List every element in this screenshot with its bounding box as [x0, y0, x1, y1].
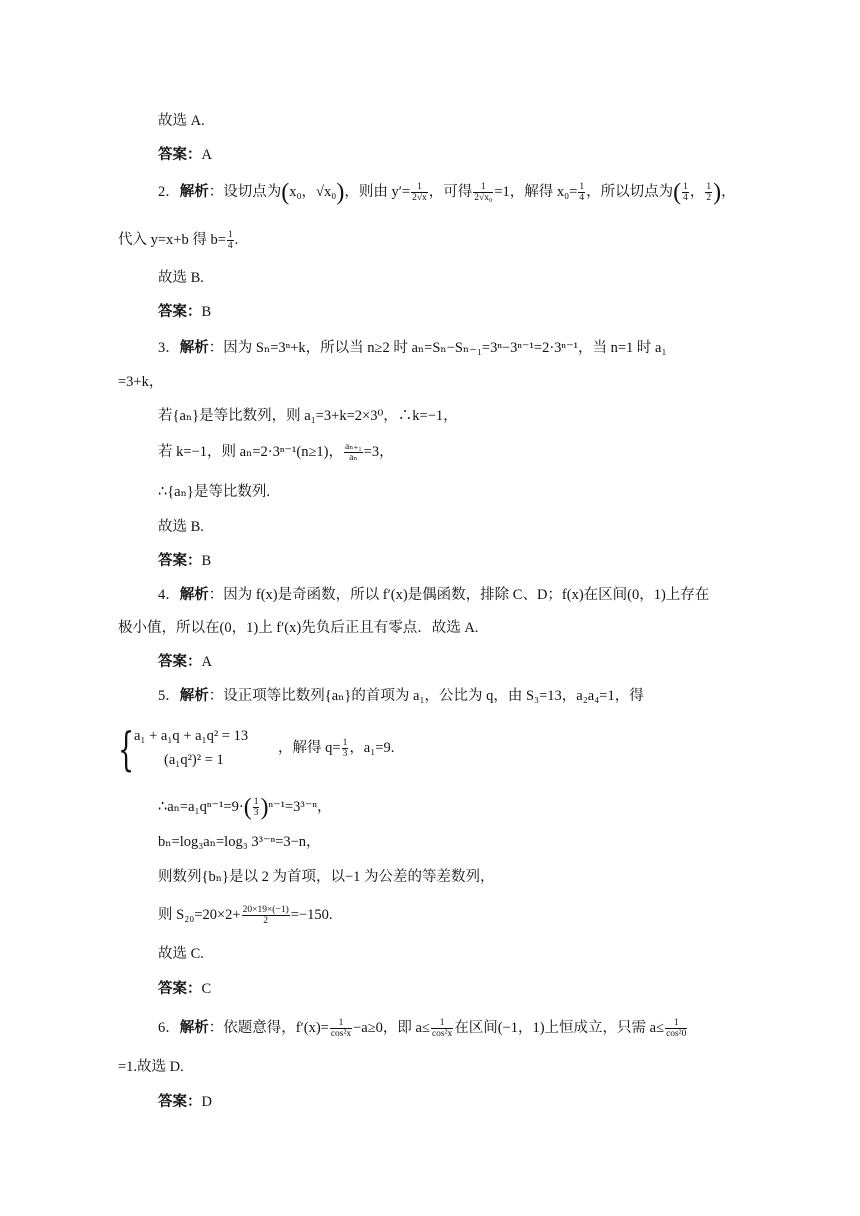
text-span: ，则由 y′=	[344, 184, 411, 200]
solution-label: 解析	[179, 184, 209, 200]
solution-3	[158, 338, 667, 358]
answer-line	[158, 551, 211, 571]
text-line	[158, 406, 458, 426]
text-span: 则数列{bₙ}是以 2 为首项，以−1 为公差的等差数列，	[158, 869, 495, 885]
equation-2: (a₁q²)² = 1	[164, 752, 224, 768]
numerator: 1	[706, 182, 712, 193]
answer-value: B	[201, 304, 212, 320]
denominator: 3	[342, 749, 348, 760]
text-span: 极小值，所以在(0，1)上 f′(x)先负后正且有零点．故选 A.	[118, 620, 479, 636]
paren: )	[260, 794, 269, 821]
answer-label: 答案：	[158, 1094, 202, 1110]
answer-label: 答案：	[158, 981, 202, 997]
denominator: 4	[227, 241, 233, 252]
numerator: 1	[411, 182, 428, 193]
fraction	[227, 230, 234, 251]
numerator: 1	[431, 1018, 453, 1029]
text-span: ∴{aₙ}是等比数列.	[158, 484, 270, 500]
fraction	[665, 1018, 687, 1039]
text-span: =1，解得 x₀=	[494, 184, 578, 200]
text-span: 若 k=−1，则 aₙ=2·3ⁿ⁻¹(n≥1)，	[158, 444, 344, 460]
answer-label: 答案：	[158, 654, 202, 670]
answer-line	[158, 652, 212, 672]
fraction	[705, 182, 712, 203]
solution-6	[158, 1018, 688, 1039]
text-span: ，	[721, 184, 736, 200]
denominator: aₙ	[349, 453, 358, 464]
text-span: bₙ=log₃aₙ=log₃ 3³⁻ⁿ=3−n，	[158, 834, 321, 850]
numerator: 1	[227, 230, 233, 241]
text-line	[118, 618, 478, 638]
equation-1: a₁ + a₁q + a₁q² = 13	[134, 728, 249, 744]
denominator: cos²x	[330, 1029, 352, 1040]
item-number: 3．	[158, 340, 180, 356]
solution-label: 解析	[179, 1020, 209, 1036]
text-span: .	[234, 232, 239, 248]
paren: (	[673, 179, 682, 206]
solution-5	[158, 686, 644, 706]
answer-value: A	[201, 147, 212, 163]
paren: )	[713, 179, 722, 206]
text-line	[158, 867, 495, 887]
conclusion-text: 故选 C.	[158, 946, 204, 962]
text-span: ：依题意得，f′(x)=	[208, 1020, 329, 1036]
paren: )	[336, 179, 345, 206]
fraction	[682, 182, 689, 203]
answer-label: 答案：	[158, 553, 202, 569]
text-line	[118, 1057, 184, 1077]
fraction	[431, 1018, 453, 1039]
text-span: ⁿ⁻¹=3³⁻ⁿ，	[268, 799, 332, 815]
text-span: ，可得	[428, 184, 473, 200]
denominator: 3	[253, 808, 259, 819]
text-span: 在区间(−1，1)上恒成立，只需 a≤	[454, 1020, 665, 1036]
text-line	[158, 832, 321, 852]
answer-value: A	[201, 654, 212, 670]
numerator: 1	[342, 738, 348, 749]
text-line	[118, 372, 163, 392]
item-number: 5．	[158, 688, 180, 704]
text-line	[158, 268, 204, 288]
text-span: ∴aₙ=a₁qⁿ⁻¹=9·	[158, 799, 244, 815]
text-span: 若{aₙ}是等比数列，则 a₁=3+k=2×3⁰，∴k=−1，	[158, 408, 458, 424]
conclusion-text: 故选 B.	[158, 519, 204, 535]
text-span: 则 S₂₀=20×2+	[158, 907, 241, 923]
text-span: 代入 y=x+b 得 b=	[118, 232, 226, 248]
denominator: 2√x₀	[474, 193, 493, 204]
solution-2: 2．解析：设切点为(x₀，√x₀)，则由 y′= $\frac{1}{2√x}$ ，可得 $\frac{1}{\text{2√x₀}}$ =1，解得 x₀= $\frac{1}{4}$ ，所以切点为( $\frac{1}{4}$ ， $\frac{1}{2}$ )，	[158, 179, 736, 206]
paren: (	[243, 794, 252, 821]
text-span: =3，	[363, 444, 394, 460]
text-span: ：设正项等比数列{aₙ}的首项为 a₁，公比为 q，由 S₃=13，a₂a₄=1，得	[208, 688, 644, 704]
text-span: ：因为 f(x)是奇函数，所以 f′(x)是偶函数，排除 C、D；f(x)在区间(0，1)上存在	[208, 587, 710, 603]
conclusion-text: 故选 A.	[158, 113, 205, 129]
answer-line	[158, 979, 211, 999]
fraction	[253, 797, 260, 818]
text-span: =1.故选 D.	[118, 1059, 184, 1075]
text-span: x₀，√x₀	[289, 184, 337, 200]
denominator: 2	[263, 916, 269, 927]
text-line	[158, 905, 332, 926]
numerator: 1	[253, 797, 259, 808]
text-line	[158, 794, 332, 821]
fraction	[473, 182, 493, 203]
text-line	[158, 482, 270, 502]
text-span: ：设切点为	[208, 184, 282, 200]
item-number: 6．	[158, 1020, 180, 1036]
denominator: cos²x	[431, 1029, 453, 1040]
fraction	[411, 182, 428, 203]
answer-label: 答案：	[158, 304, 202, 320]
numerator: 1	[473, 182, 493, 193]
text-line	[118, 230, 238, 251]
answer-line	[158, 1092, 212, 1112]
denominator: 4	[579, 193, 585, 204]
text-line	[158, 517, 204, 537]
numerator: 1	[579, 182, 585, 193]
solution-label: 解析	[179, 688, 209, 704]
text-line	[158, 111, 205, 131]
conclusion-text: 故选 B.	[158, 270, 204, 286]
item-number: 2．	[158, 184, 180, 200]
denominator: 2	[706, 193, 712, 204]
fraction	[242, 905, 290, 926]
answer-line	[158, 145, 212, 165]
text-line	[158, 442, 394, 463]
answer-label: 答案：	[158, 147, 202, 163]
denominator: cos²0	[666, 1029, 687, 1040]
numerator: 1	[665, 1018, 687, 1029]
fraction	[342, 738, 349, 759]
text-span: =3+k，	[118, 374, 164, 390]
fraction	[578, 182, 585, 203]
answer-value: C	[201, 981, 212, 997]
numerator: 20×19×(−1)	[242, 905, 289, 916]
text-line	[278, 738, 394, 759]
denominator: 4	[683, 193, 688, 204]
text-span: ，解得 q=	[278, 740, 341, 756]
answer-value: B	[201, 553, 212, 569]
numerator: 1	[330, 1018, 352, 1029]
item-number: 4．	[158, 587, 180, 603]
text-span: ，所以切点为	[586, 184, 674, 200]
denominator: 2√x	[412, 193, 427, 204]
paren: (	[281, 179, 290, 206]
brace: {	[118, 722, 135, 776]
text-span: ，a₁=9.	[349, 740, 395, 756]
solution-4	[158, 585, 709, 605]
numerator: aₙ₊₁	[345, 442, 362, 453]
text-span: ：因为 Sₙ=3ⁿ+k，所以当 n≥2 时 aₙ=Sₙ−Sₙ₋₁=3ⁿ−3ⁿ⁻¹=2·3ⁿ⁻¹，当 n=1 时 a₁	[208, 340, 667, 356]
solution-label: 解析	[179, 587, 209, 603]
text-line	[158, 944, 204, 964]
fraction	[330, 1018, 352, 1039]
text-span: =−150.	[290, 907, 333, 923]
fraction	[344, 442, 363, 463]
answer-value: D	[201, 1094, 212, 1110]
text-span: −a≥0，即 a≤	[353, 1020, 430, 1036]
solution-label: 解析	[179, 340, 209, 356]
numerator: 1	[683, 182, 688, 193]
answer-line	[158, 302, 211, 322]
